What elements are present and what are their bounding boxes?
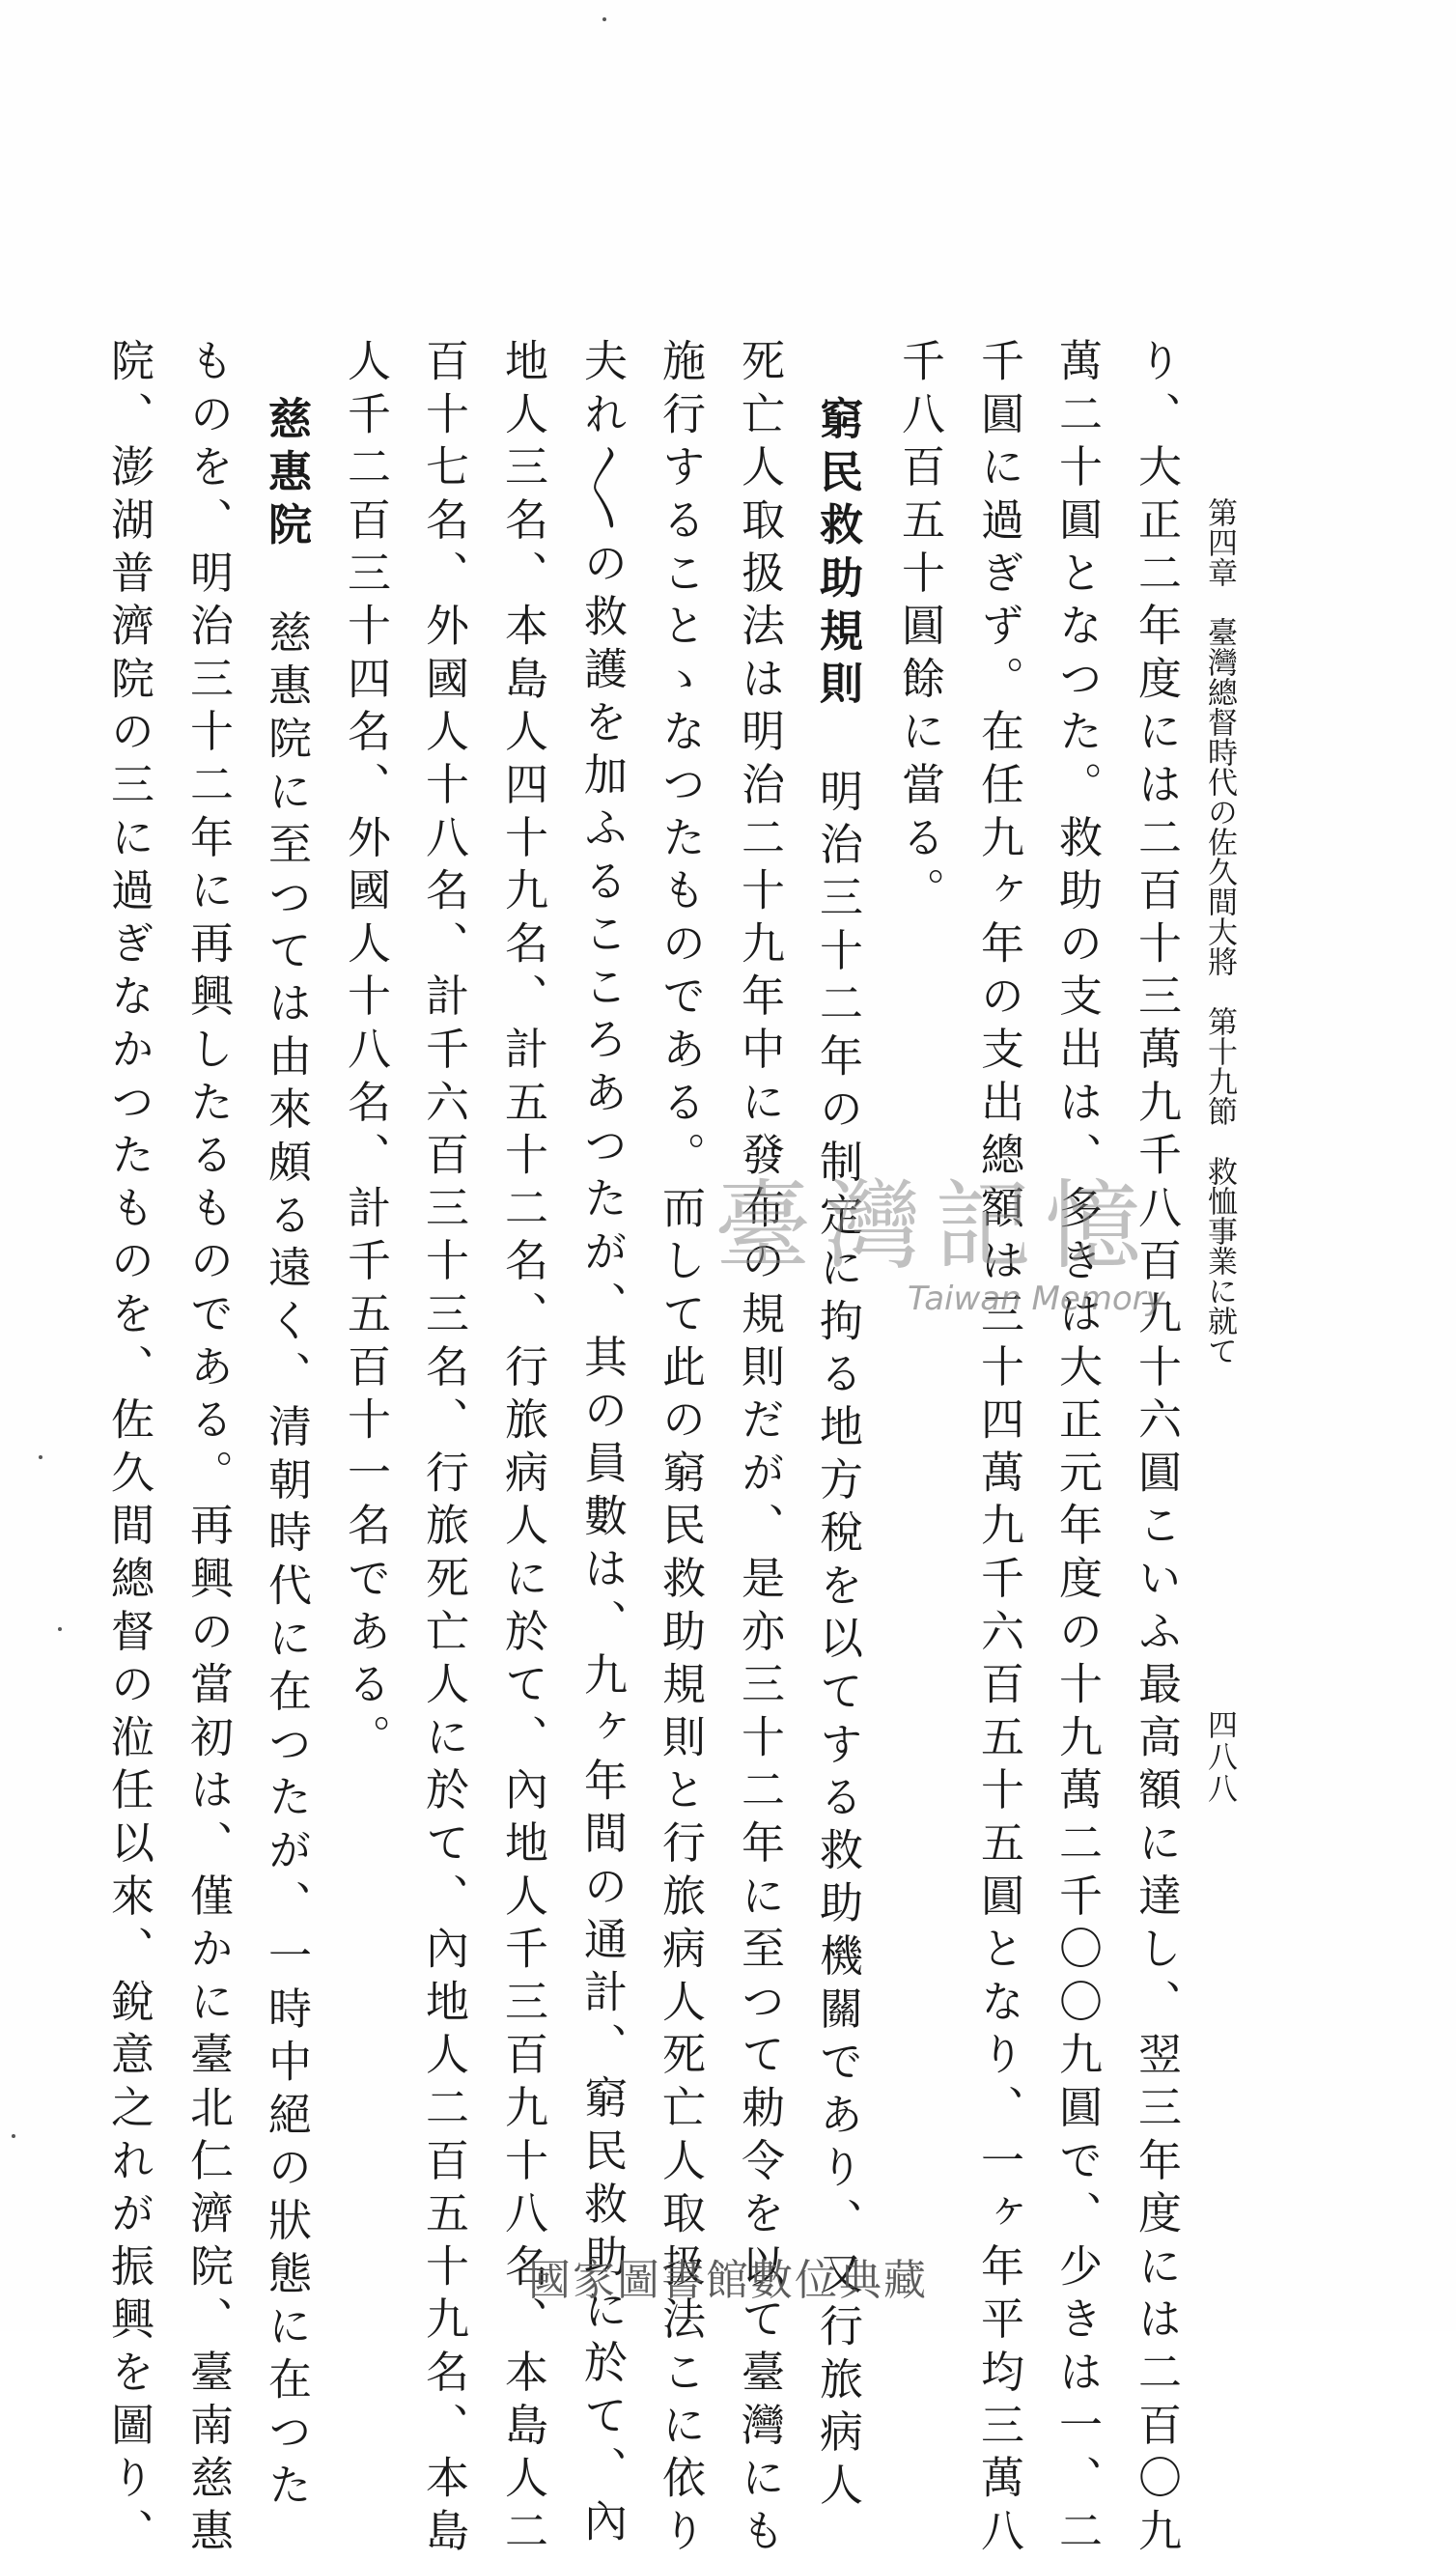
text-column-14: 院、澎湖普濟院の三に過ぎなかつたものを、佐久間總督の涖任以來、銳意之れが振興を圖り、	[103, 338, 154, 2561]
watermark-title: 臺灣記憶	[714, 1169, 1155, 1282]
text-column-7: 施行することゝなつたものである。而して此の窮民救助規則と行旅病人死亡人取扱法こに依り	[655, 338, 706, 2561]
text-column-8: 夫れ〳〵の救護を加ふるこころあつたが、其の員數は、九ヶ年間の通計、窮民救助に於て、內	[576, 338, 628, 2551]
section-body-charity-home: 慈惠院に至つては由來頗る遠く、清朝時代に在つたが、一時中絕の狀態に在つた	[261, 609, 312, 2516]
text-column-10: 百十七名、外國人十八名、計千六百三十三名、行旅死亡人に於て、內地人二百五十九名、本島	[418, 338, 469, 2561]
scan-speck	[58, 1627, 62, 1631]
text-column-12	[257, 396, 315, 2515]
text-column-11: 人千二百三十四名、外國人十八名、計千五百十一名である。	[340, 338, 391, 1767]
text-column-9: 地人三名、本島人四十九名、計五十二名、行旅病人に於て、內地人千三百九十八名、本島人二	[497, 338, 548, 2561]
watermark-subtitle: Taiwan Memory	[908, 1280, 1165, 1318]
text-column-3: 千圓に過ぎず。在任九ヶ年の支出總額は三十四萬九千六百五十五圓となり、一ヶ年平均三萬八	[973, 338, 1024, 2561]
text-column-5	[808, 396, 866, 2515]
section-heading-poor-relief: 窮民救助規則	[812, 396, 863, 714]
scan-speck	[39, 1455, 42, 1459]
scan-speck	[12, 2134, 15, 2138]
page-number: 四八八	[1202, 1709, 1237, 1805]
text-column-13: ものを、明治三十二年に再興したるものである。再興の當初は、僅かに臺北仁濟院、臺南慈惠	[182, 338, 234, 2561]
text-column-2: 萬二十圓となつた。救助の支出は、多きは大正元年度の十九萬二千〇〇九圓で、少きは一、二	[1051, 338, 1103, 2561]
footer-credit: 國家圖書館數位典藏	[528, 2256, 928, 2305]
running-header: 第四章 臺灣總督時代の佐久間大將 第十九節 救恤事業に就て	[1202, 497, 1237, 1365]
text-column-1: り、大正二年度には二百十三萬九千八百九十六圓こいふ最高額に達し、翌三年度には二百〇九	[1131, 338, 1182, 2561]
scan-speck	[602, 17, 606, 21]
text-column-6: 死亡人取扱法は明治二十九年中に發布の規則だが、是亦三十二年に至つて勅令を以て臺灣にも	[734, 338, 785, 2561]
section-body-poor-relief: 明治三十二年の制定に拘る地方稅を以てする救助機關であり、又行旅病人	[812, 768, 863, 2516]
text-column-4: 千八百五十圓餘に當る。	[894, 338, 945, 920]
section-heading-charity-home: 慈惠院	[261, 396, 312, 555]
